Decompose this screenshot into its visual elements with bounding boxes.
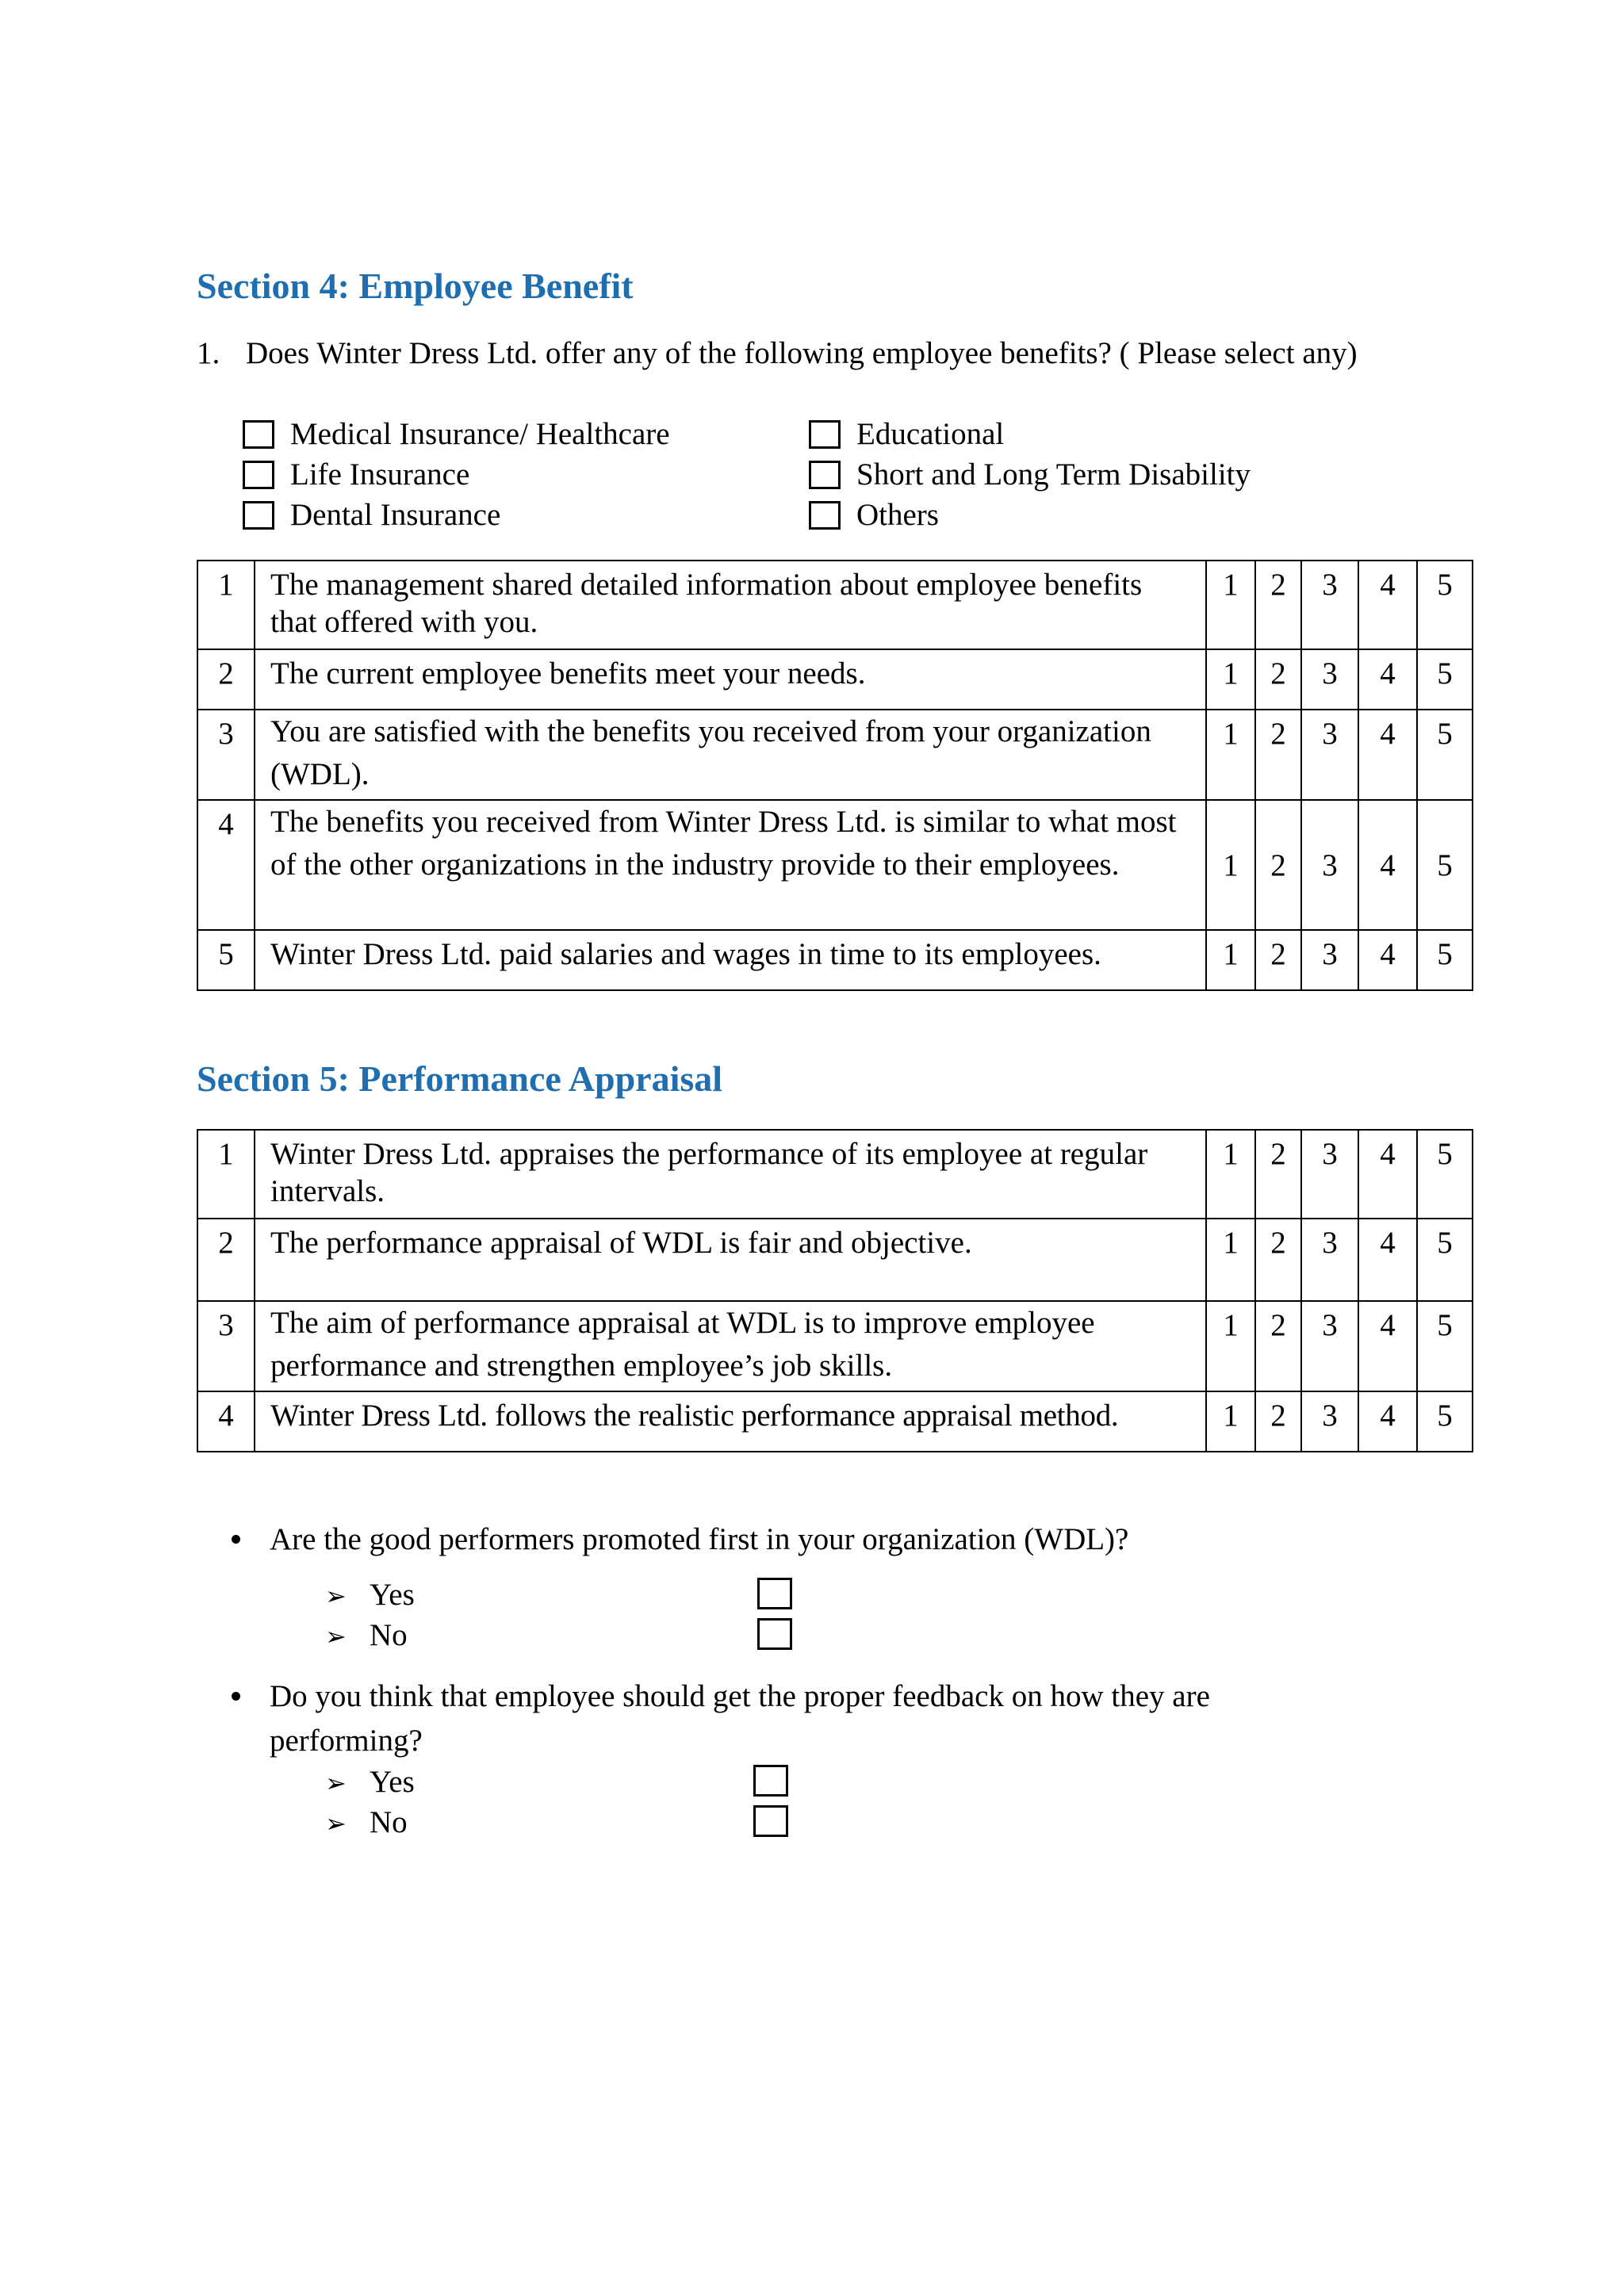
row-index: 2 (197, 1219, 255, 1301)
rating-2[interactable]: 2 (1255, 1391, 1301, 1452)
rating-2[interactable]: 2 (1255, 649, 1301, 710)
rating-3[interactable]: 3 (1301, 649, 1358, 710)
rating-2[interactable]: 2 (1255, 1130, 1301, 1219)
section-5-title: Section 5: Performance Appraisal (197, 1058, 723, 1099)
promotion-question (270, 1517, 1396, 1562)
rating-4[interactable]: 4 (1358, 710, 1417, 800)
arrowhead-bullet-icon: ➢ (325, 1581, 347, 1611)
rating-2[interactable]: 2 (1255, 561, 1301, 649)
benefit-option-medical[interactable] (243, 414, 670, 454)
rating-4[interactable]: 4 (1358, 561, 1417, 649)
benefit-option-others[interactable] (809, 495, 1251, 535)
arrowhead-bullet-icon: ➢ (325, 1808, 347, 1839)
benefit-options-left (243, 414, 670, 535)
benefits-question (197, 338, 1358, 369)
rating-1[interactable]: 1 (1206, 800, 1255, 930)
arrowhead-bullet-icon: ➢ (325, 1768, 347, 1798)
table-row (197, 930, 1473, 990)
benefit-label: Educational (856, 417, 1005, 451)
rating-3[interactable]: 3 (1301, 710, 1358, 800)
benefit-label: Medical Insurance/ Healthcare (290, 417, 670, 451)
benefit-label: Others (856, 498, 939, 532)
bullet-icon (232, 1535, 240, 1544)
question-text: Are the good performers promoted first in your organization (WDL)? (270, 1522, 1129, 1556)
row-index: 1 (197, 1130, 255, 1219)
row-statement: The aim of performance appraisal at WDL is to improve employee performance and strengthen employee’s job skills. (255, 1301, 1206, 1391)
arrowhead-bullet-icon: ➢ (325, 1621, 347, 1651)
table-row (197, 1219, 1473, 1301)
row-statement: The management shared detailed information about employee benefits that offered with you. (255, 561, 1206, 649)
rating-4[interactable]: 4 (1358, 649, 1417, 710)
option-label: Yes (370, 1578, 415, 1612)
rating-5[interactable]: 5 (1417, 561, 1473, 649)
rating-3[interactable]: 3 (1301, 561, 1358, 649)
rating-3[interactable]: 3 (1301, 800, 1358, 930)
row-statement: You are satisfied with the benefits you received from your organization (WDL). (255, 710, 1206, 800)
appraisal-rating-table (197, 1129, 1473, 1452)
question-text: Does Winter Dress Ltd. offer any of the following employee benefits? ( Please select any) (246, 336, 1358, 370)
checkbox-icon[interactable] (809, 461, 841, 489)
table-row (197, 561, 1473, 649)
rating-3[interactable]: 3 (1301, 1301, 1358, 1391)
rating-4[interactable]: 4 (1358, 800, 1417, 930)
rating-5[interactable]: 5 (1417, 1130, 1473, 1219)
option-label: No (370, 1805, 408, 1839)
row-statement: The performance appraisal of WDL is fair and objective. (255, 1219, 1206, 1301)
benefit-option-educational[interactable] (809, 414, 1251, 454)
rating-5[interactable]: 5 (1417, 1301, 1473, 1391)
checkbox-icon[interactable] (757, 1578, 792, 1609)
rating-1[interactable]: 1 (1206, 710, 1255, 800)
rating-1[interactable]: 1 (1206, 930, 1255, 990)
row-index: 4 (197, 1391, 255, 1452)
rating-4[interactable]: 4 (1358, 1130, 1417, 1219)
question-number: 1. (197, 336, 220, 370)
row-index: 1 (197, 561, 255, 649)
rating-4[interactable]: 4 (1358, 1301, 1417, 1391)
table-row (197, 800, 1473, 930)
benefit-option-disability[interactable] (809, 454, 1251, 495)
rating-5[interactable]: 5 (1417, 649, 1473, 710)
row-statement: The current employee benefits meet your needs. (255, 649, 1206, 710)
row-index: 2 (197, 649, 255, 710)
rating-5[interactable]: 5 (1417, 1391, 1473, 1452)
table-row (197, 1301, 1473, 1391)
checkbox-icon[interactable] (753, 1765, 788, 1797)
row-index: 4 (197, 800, 255, 930)
section-4-title: Section 4: Employee Benefit (197, 266, 634, 306)
checkbox-icon[interactable] (757, 1618, 792, 1650)
benefit-label: Dental Insurance (290, 498, 501, 532)
option-label: Yes (370, 1765, 415, 1799)
rating-2[interactable]: 2 (1255, 930, 1301, 990)
row-statement: Winter Dress Ltd. appraises the performance of its employee at regular intervals. (255, 1130, 1206, 1219)
rating-1[interactable]: 1 (1206, 1391, 1255, 1452)
bullet-icon (232, 1692, 240, 1701)
benefit-options-right (809, 414, 1251, 535)
row-statement: The benefits you received from Winter Dress Ltd. is similar to what most of the other organizations in the industry provide to their employees. (255, 800, 1206, 930)
feedback-question (270, 1674, 1300, 1763)
benefit-label: Life Insurance (290, 457, 470, 492)
checkbox-icon[interactable] (809, 420, 841, 449)
rating-3[interactable]: 3 (1301, 1219, 1358, 1301)
rating-5[interactable]: 5 (1417, 710, 1473, 800)
rating-2[interactable]: 2 (1255, 710, 1301, 800)
rating-4[interactable]: 4 (1358, 1219, 1417, 1301)
rating-5[interactable]: 5 (1417, 930, 1473, 990)
row-index: 3 (197, 1301, 255, 1391)
checkbox-icon[interactable] (243, 461, 274, 489)
rating-3[interactable]: 3 (1301, 930, 1358, 990)
row-index: 5 (197, 930, 255, 990)
rating-2[interactable]: 2 (1255, 1219, 1301, 1301)
rating-1[interactable]: 1 (1206, 1219, 1255, 1301)
benefit-option-life[interactable] (243, 454, 670, 495)
rating-4[interactable]: 4 (1358, 930, 1417, 990)
benefit-option-dental[interactable] (243, 495, 670, 535)
rating-2[interactable]: 2 (1255, 1301, 1301, 1391)
checkbox-icon[interactable] (753, 1805, 788, 1837)
question-text: Do you think that employee should get the proper feedback on how they are performing? (270, 1679, 1210, 1758)
benefit-rating-table (197, 560, 1473, 991)
rating-4[interactable]: 4 (1358, 1391, 1417, 1452)
rating-5[interactable]: 5 (1417, 800, 1473, 930)
rating-1[interactable]: 1 (1206, 1301, 1255, 1391)
option-label: No (370, 1618, 408, 1652)
checkbox-icon[interactable] (243, 420, 274, 449)
checkbox-icon[interactable] (243, 501, 274, 530)
table-row (197, 649, 1473, 710)
table-row (197, 710, 1473, 800)
rating-1[interactable]: 1 (1206, 1130, 1255, 1219)
rating-1[interactable]: 1 (1206, 561, 1255, 649)
table-row (197, 1391, 1473, 1452)
row-statement: Winter Dress Ltd. follows the realistic performance appraisal method. (255, 1391, 1206, 1452)
rating-5[interactable]: 5 (1417, 1219, 1473, 1301)
rating-3[interactable]: 3 (1301, 1391, 1358, 1452)
row-index: 3 (197, 710, 255, 800)
rating-1[interactable]: 1 (1206, 649, 1255, 710)
rating-2[interactable]: 2 (1255, 800, 1301, 930)
rating-3[interactable]: 3 (1301, 1130, 1358, 1219)
checkbox-icon[interactable] (809, 501, 841, 530)
row-statement: Winter Dress Ltd. paid salaries and wages in time to its employees. (255, 930, 1206, 990)
benefit-label: Short and Long Term Disability (856, 457, 1251, 492)
table-row (197, 1130, 1473, 1219)
